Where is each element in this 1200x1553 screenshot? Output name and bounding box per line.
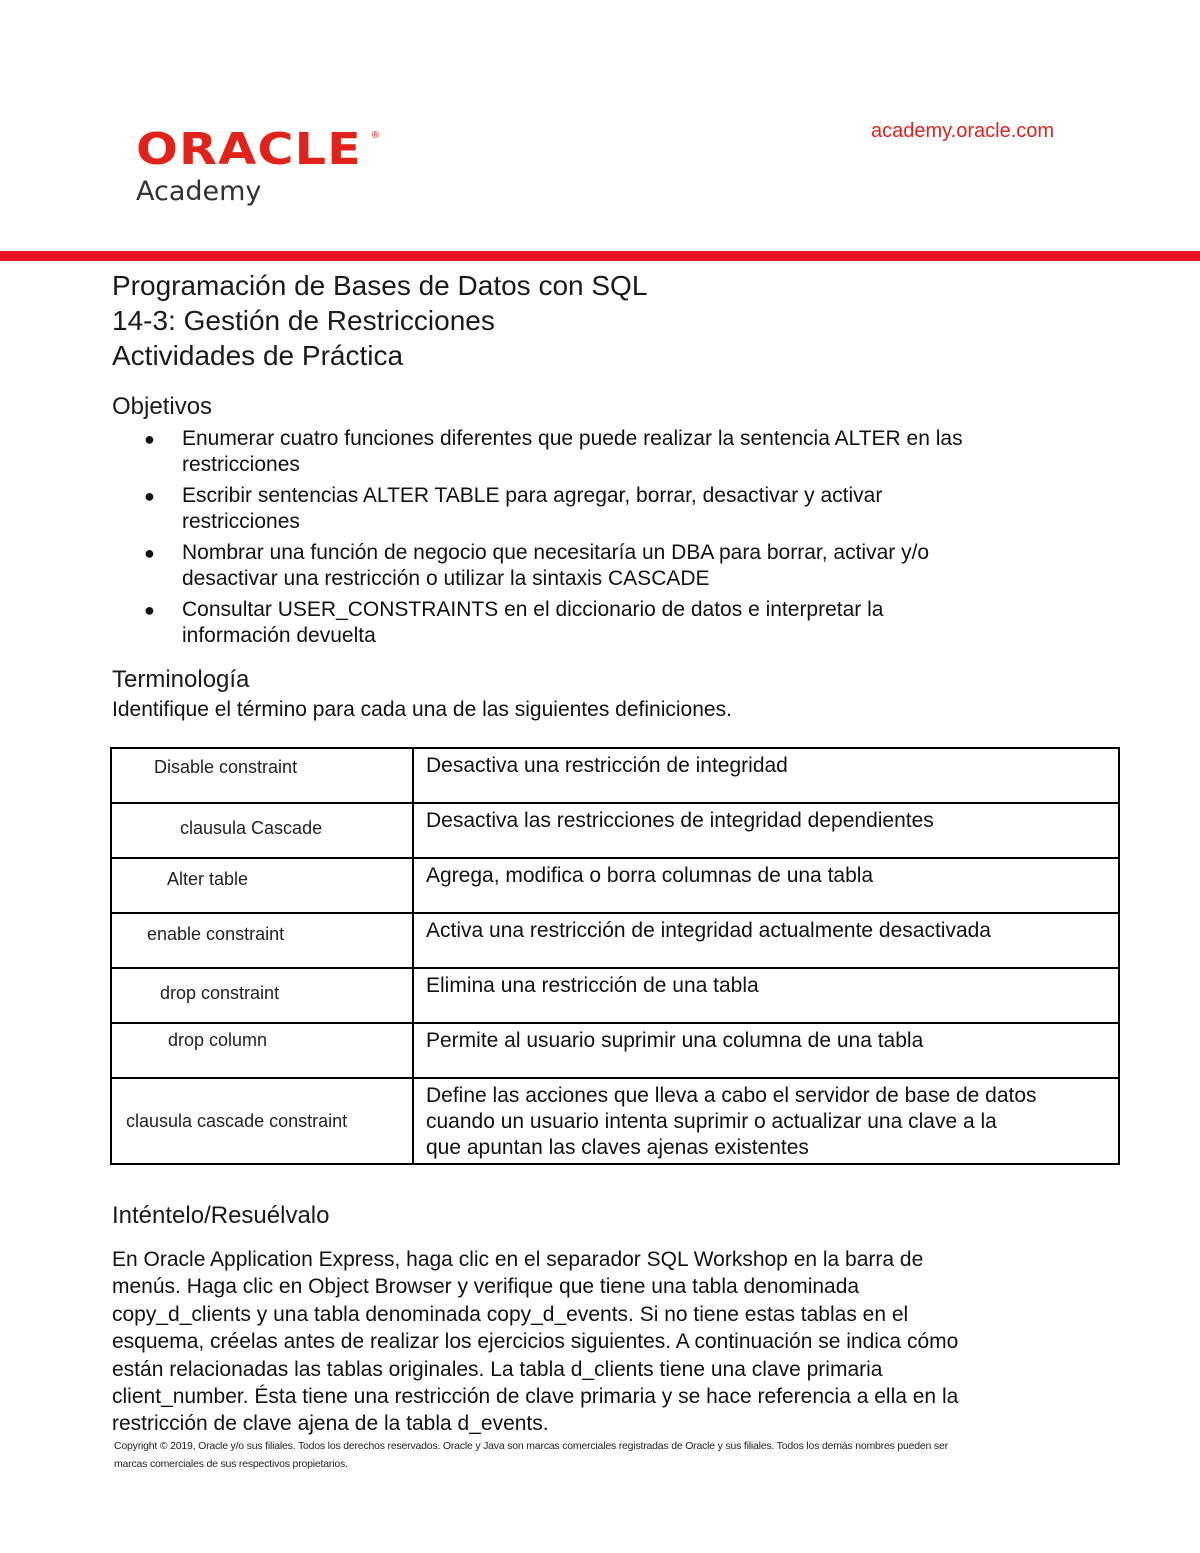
- table-row: [111, 1023, 1119, 1078]
- list-item: ● Consultar USER_CONSTRAINTS en el diccionario de datos e interpretar la información devuelta: [144, 598, 884, 647]
- table-row: [111, 968, 1119, 1023]
- terminology-table: [110, 747, 1120, 1165]
- terminology-heading: Terminología: [112, 666, 250, 693]
- term-cell: drop column: [111, 1023, 413, 1078]
- try-it-heading: Inténtelo/Resuélvalo: [112, 1202, 330, 1229]
- term-cell: drop constraint: [111, 968, 413, 1023]
- term-cell: enable constraint: [111, 913, 413, 968]
- terminology-instructions: Identifique el término para cada una de las siguientes definiciones.: [112, 698, 732, 721]
- logo-wordmark: ORACLE: [136, 124, 362, 175]
- term-cell: clausula cascade constraint: [111, 1078, 413, 1164]
- objectives-heading: Objetivos: [112, 393, 213, 420]
- definition-cell: Define las acciones que lleva a cabo el servidor de base de datos cuando un usuario intenta suprimir o actualizar una clave a la que apuntan las claves ajenas existentes: [413, 1078, 1119, 1164]
- list-item: ● Enumerar cuatro funciones diferentes que puede realizar la sentencia ALTER en las restricciones: [144, 427, 963, 476]
- table-row: [111, 748, 1119, 803]
- course-title: Programación de Bases de Datos con SQL: [112, 270, 648, 301]
- logo-registered-mark: ®: [371, 130, 380, 141]
- definition-cell: Elimina una restricción de una tabla: [413, 968, 1119, 1023]
- definition-cell: Permite al usuario suprimir una columna de una tabla: [413, 1023, 1119, 1078]
- definition-cell: Desactiva una restricción de integridad: [413, 748, 1119, 803]
- term-cell: Disable constraint: [111, 748, 413, 803]
- bullet-icon: ●: [144, 543, 155, 563]
- bullet-icon: ●: [144, 486, 155, 506]
- try-it-paragraph: En Oracle Application Express, haga clic en el separador SQL Workshop en la barra de menús. Haga clic en Object Browser y verifique que tiene una tabla denominada copy_d_clients y una tabla denominada copy_d_events. Si no tiene estas tablas en el esquema, créelas antes de realizar los ejercicios siguientes. A continuación se indica cómo están relacionadas las tablas originales. La tabla d_clients tiene una clave primaria client_number. Ésta tiene una restricción de clave primaria y se hace referencia a ella en la restricción de clave ajena de la tabla d_events.: [112, 1248, 959, 1436]
- list-item: ● Nombrar una función de negocio que necesitaría un DBA para borrar, activar y/o desactivar una restricción o utilizar la sintaxis CASCADE: [144, 541, 930, 590]
- objectives-list: [140, 426, 1100, 654]
- table-row: [111, 858, 1119, 913]
- definition-cell: Agrega, modifica o borra columnas de una tabla: [413, 858, 1119, 913]
- definition-cell: Desactiva las restricciones de integridad dependientes: [413, 803, 1119, 858]
- activity-title: Actividades de Práctica: [112, 340, 404, 371]
- oracle-academy-logo: [136, 124, 380, 207]
- term-cell: Alter table: [111, 858, 413, 913]
- document-title-block: [112, 268, 647, 373]
- bullet-icon: ●: [144, 600, 155, 620]
- term-cell: clausula Cascade: [111, 803, 413, 858]
- definition-cell: Activa una restricción de integridad actualmente desactivada: [413, 913, 1119, 968]
- table-row: [111, 1078, 1119, 1164]
- header-divider-bar: [0, 251, 1200, 261]
- table-row: [111, 913, 1119, 968]
- copyright-footer: Copyright © 2019, Oracle y/o sus filiales. Todos los derechos reservados. Oracle y Java son marcas comerciales registradas de Oracle y sus filiales. Todos los demás nombres pueden ser marcas comerciales de sus respectivos propietarios.: [114, 1440, 948, 1470]
- list-item: ● Escribir sentencias ALTER TABLE para agregar, borrar, desactivar y activar restricciones: [144, 484, 883, 533]
- lesson-title: 14-3: Gestión de Restricciones: [112, 305, 495, 336]
- site-url-link[interactable]: academy.oracle.com: [871, 120, 1055, 142]
- table-row: [111, 803, 1119, 858]
- logo-subtitle: Academy: [136, 176, 262, 207]
- bullet-icon: ●: [144, 429, 155, 449]
